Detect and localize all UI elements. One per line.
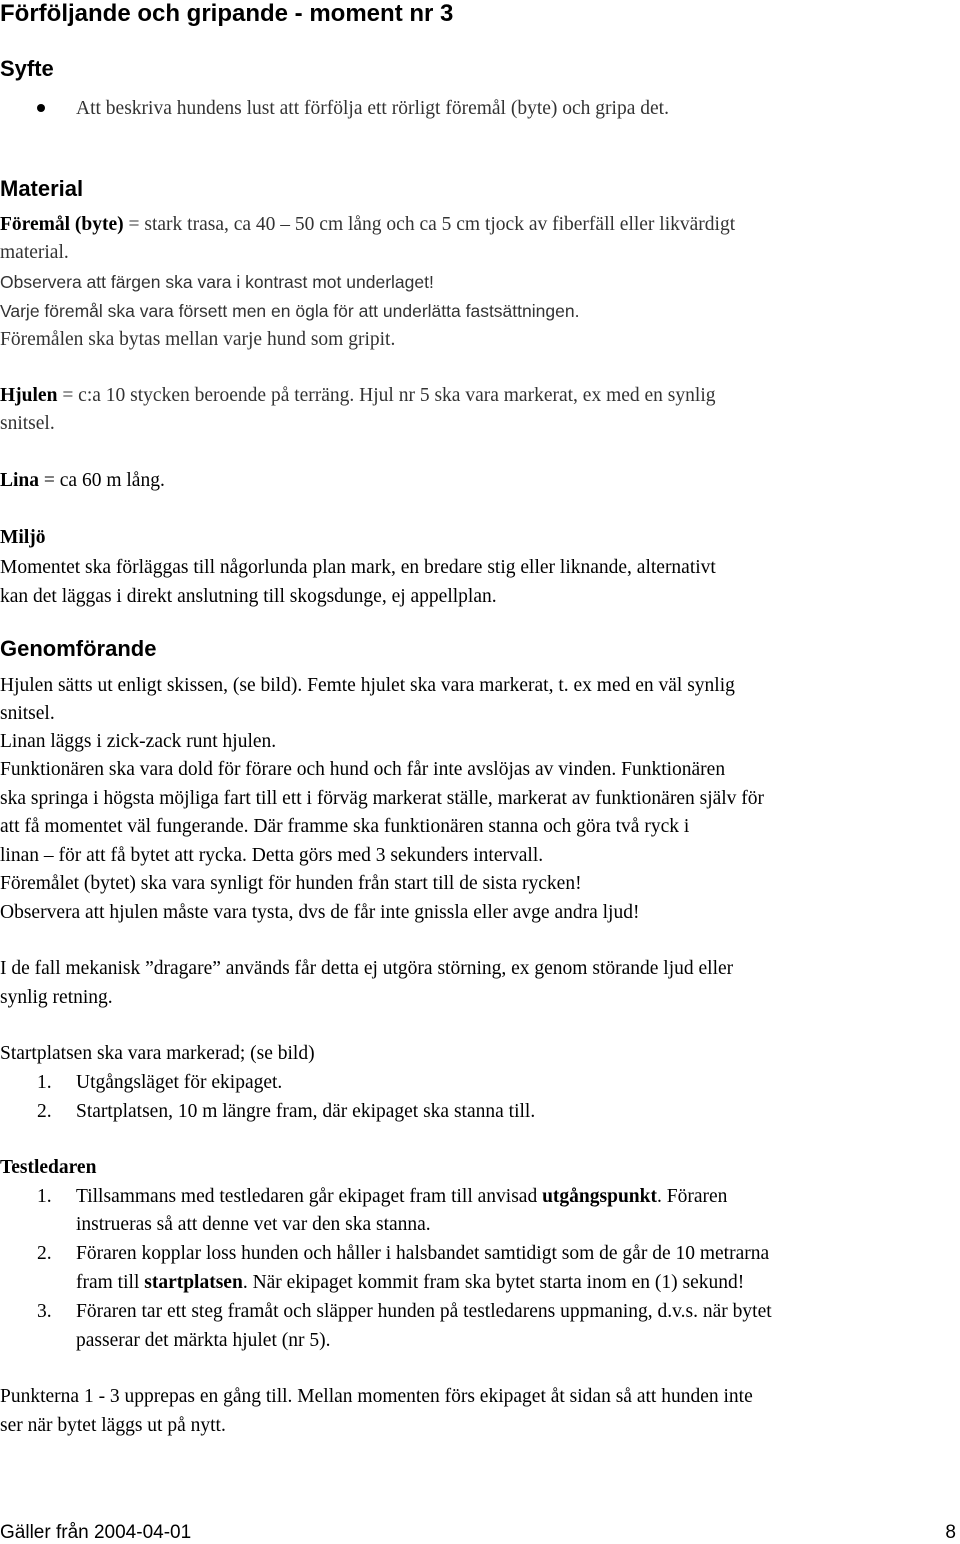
hjulen-line (0, 382, 716, 411)
genomforande-line: ska springa i högsta möjliga fart till ett i förväg markerat ställe, markerat av funktionären själv för (0, 788, 765, 809)
genomforande-line: Funktionären ska vara dold för förare och hund och får inte avslöjas av vinden. Funktionären (0, 759, 726, 780)
dragare-line-2: synlig retning. (0, 987, 113, 1008)
testledaren-item-3-line-2: passerar det märkta hjulet (nr 5). (76, 1330, 331, 1351)
testledaren-item-number: 1. (37, 1186, 52, 1207)
utgangspunkt-term: utgångspunkt (542, 1186, 657, 1207)
foremal-label: Föremål (byte) (0, 214, 124, 235)
item-text: Tillsammans med testledaren går ekipaget fram till anvisad (76, 1186, 543, 1207)
start-item-text: Utgångsläget för ekipaget. (76, 1072, 283, 1093)
miljo-line-2: kan det läggas i direkt anslutning till skogsdunge, ej appellplan. (0, 586, 497, 607)
genomforande-line: Föremålet (bytet) ska vara synligt för hunden från start till de sista rycken! (0, 873, 582, 894)
genomforande-line: linan – för att få bytet att rycka. Detta görs med 3 sekunders intervall. (0, 845, 544, 866)
material-foremal-line (0, 211, 735, 240)
material-line-5: Föremålen ska bytas mellan varje hund som gripit. (0, 329, 396, 350)
genomforande-line: att få momentet väl fungerande. Där framme ska funktionären stanna och göra två ryck i (0, 816, 690, 837)
page-title: Förföljande och gripande - moment nr 3 (0, 0, 454, 27)
lina-description: = ca 60 m lång. (39, 470, 165, 491)
hjulen-label: Hjulen (0, 385, 58, 406)
testledaren-heading: Testledaren (0, 1157, 97, 1178)
miljo-heading: Miljö (0, 527, 46, 548)
start-item-text: Startplatsen, 10 m längre fram, där ekipaget ska stanna till. (76, 1101, 536, 1122)
material-line-2: material. (0, 242, 69, 263)
closing-line-2: ser när bytet läggs ut på nytt. (0, 1415, 226, 1436)
startplatsen-intro: Startplatsen ska vara markerad; (se bild) (0, 1043, 315, 1064)
bullet-icon (37, 104, 45, 112)
testledaren-item-2-line-2 (76, 1269, 744, 1298)
testledaren-item-1-line-1 (76, 1183, 727, 1212)
material-heading: Material (0, 176, 84, 201)
footer-page-number: 8 (945, 1522, 956, 1543)
lina-line (0, 467, 165, 496)
hjulen-line-2: snitsel. (0, 413, 55, 434)
genomforande-line: snitsel. (0, 703, 55, 724)
testledaren-item-3-line-1: Föraren tar ett steg framåt och släpper hunden på testledarens uppmaning, d.v.s. när bytet (76, 1301, 772, 1322)
footer-valid-from: Gäller från 2004-04-01 (0, 1522, 192, 1543)
closing-line-1: Punkterna 1 - 3 upprepas en gång till. Mellan momenten förs ekipaget åt sidan så att hunden inte (0, 1386, 753, 1407)
dragare-line-1: I de fall mekanisk ”dragare” används får detta ej utgöra störning, ex genom störande ljud eller (0, 958, 734, 979)
foremal-description: = stark trasa, ca 40 – 50 cm lång och ca 5 cm tjock av fiberfäll eller likvärdigt (123, 214, 736, 235)
material-line-3: Observera att färgen ska vara i kontrast mot underlaget! (0, 272, 434, 292)
item-text: . När ekipaget kommit fram ska bytet starta inom en (1) sekund! (242, 1272, 745, 1293)
syfte-bullet-text: Att beskriva hundens lust att förfölja ett rörligt föremål (byte) och gripa det. (76, 98, 669, 119)
testledaren-item-1-line-2: instrueras så att denne vet var den ska stanna. (76, 1214, 431, 1235)
start-item-number: 2. (37, 1101, 52, 1122)
genomforande-line: Linan läggs i zick-zack runt hjulen. (0, 731, 277, 752)
startplatsen-term: startplatsen (144, 1272, 243, 1293)
syfte-heading: Syfte (0, 56, 54, 81)
testledaren-item-number: 3. (37, 1301, 52, 1322)
testledaren-item-2-line-1: Föraren kopplar loss hunden och håller i halsbandet samtidigt som de går de 10 metrarna (76, 1243, 770, 1264)
genomforande-heading: Genomförande (0, 636, 157, 661)
start-item-number: 1. (37, 1072, 52, 1093)
genomforande-line: Observera att hjulen måste vara tysta, dvs de får inte gnissla eller avge andra ljud! (0, 902, 640, 923)
hjulen-description: = c:a 10 stycken beroende på terräng. Hjul nr 5 ska vara markerat, ex med en synlig (57, 385, 716, 406)
miljo-line-1: Momentet ska förläggas till någorlunda plan mark, en bredare stig eller liknande, alternativt (0, 557, 716, 578)
genomforande-line: Hjulen sätts ut enligt skissen, (se bild). Femte hjulet ska vara markerat, t. ex med en väl synlig (0, 675, 735, 696)
testledaren-item-number: 2. (37, 1243, 52, 1264)
lina-label: Lina (0, 470, 40, 491)
item-text: . Föraren (656, 1186, 728, 1207)
item-text: fram till (76, 1272, 145, 1293)
material-line-4: Varje föremål ska vara försett men en ögla för att underlätta fastsättningen. (0, 301, 580, 321)
